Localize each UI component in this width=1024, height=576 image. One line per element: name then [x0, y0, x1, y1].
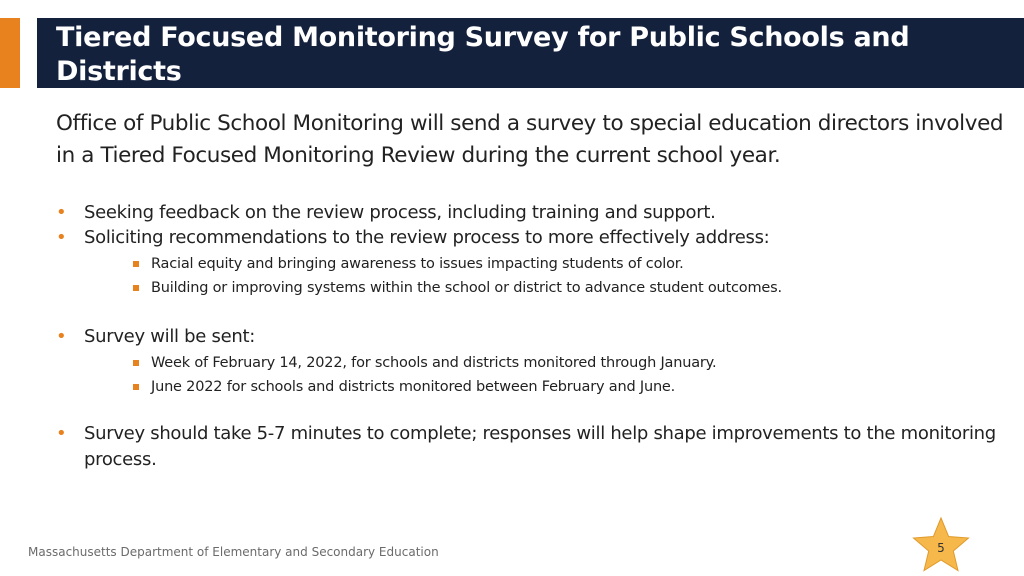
slide-title: Tiered Focused Monitoring Survey for Public Schools and Districts	[56, 22, 910, 87]
sub-bullet-item	[133, 277, 1011, 299]
sub-bullet-item	[133, 376, 1011, 398]
sub-bullet-text: Racial equity and bringing awareness to issues impacting students of color.	[151, 256, 684, 272]
bullet-text: Seeking feedback on the review process, including training and support.	[84, 202, 716, 223]
bullet-item	[56, 200, 1014, 226]
sub-bullet-text: Building or improving systems within the school or district to advance student outcomes.	[151, 280, 782, 296]
footer-organization: Massachusetts Department of Elementary and Secondary Education	[28, 545, 439, 559]
square-bullet-icon	[133, 384, 139, 390]
sub-bullet-text: Week of February 14, 2022, for schools and districts monitored through January.	[151, 355, 717, 371]
title-accent-bar	[0, 18, 20, 88]
page-number-badge	[910, 516, 972, 576]
intro-paragraph: Office of Public School Monitoring will send a survey to special education directors involved in a Tiered Focused Monitoring Review during the current school year.	[56, 111, 1004, 168]
bullet-dot-icon: •	[56, 202, 67, 223]
bullet-item	[56, 421, 1014, 473]
sub-bullet-text: June 2022 for schools and districts monitored between February and June.	[151, 379, 676, 395]
sub-bullet-item	[133, 253, 1011, 275]
bullet-dot-icon: •	[56, 423, 67, 444]
title-band	[37, 18, 1024, 88]
sub-bullet-item	[133, 352, 1011, 374]
bullet-dot-icon: •	[56, 227, 67, 248]
square-bullet-icon	[133, 285, 139, 291]
page-number: 5	[937, 541, 945, 555]
bullet-dot-icon: •	[56, 326, 67, 347]
bullet-item	[56, 324, 1014, 350]
bullet-text: Survey will be sent:	[84, 326, 255, 347]
bullet-text: Soliciting recommendations to the review process to more effectively address:	[84, 227, 770, 248]
square-bullet-icon	[133, 261, 139, 267]
bullet-text: Survey should take 5-7 minutes to complete; responses will help shape improvements to the monitoring process.	[84, 423, 996, 470]
square-bullet-icon	[133, 360, 139, 366]
bullet-item	[56, 225, 1014, 251]
